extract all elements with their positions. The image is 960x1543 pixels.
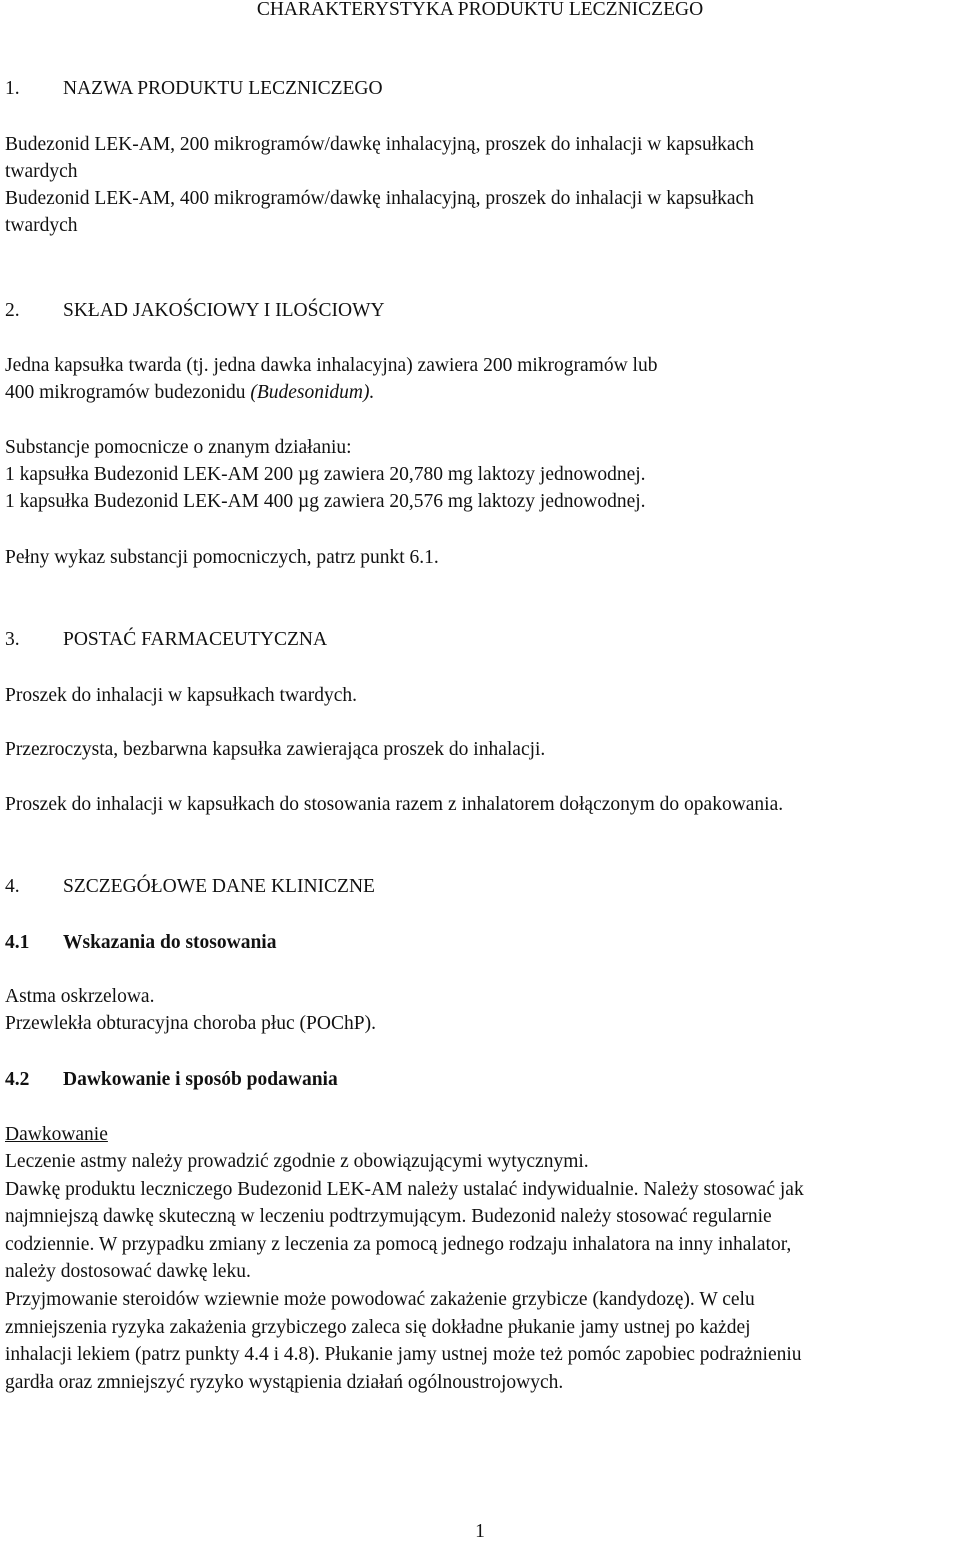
subsection-4-1-title: Wskazania do stosowania	[63, 932, 277, 953]
subsection-4-2-number: 4.2	[5, 1069, 30, 1090]
composition-line	[5, 379, 956, 406]
page-number: 1	[475, 1521, 485, 1542]
subsection-4-1-number: 4.1	[5, 932, 30, 953]
section-1-heading	[5, 75, 383, 102]
section-3-title: POSTAĆ FARMACEUTYCZNA	[63, 629, 328, 650]
latin-name: (Budesonidum).	[250, 382, 375, 403]
dosage-line: gardła oraz zmniejszyć ryzyko wystąpienia działań ogólnoustrojowych.	[5, 1371, 564, 1393]
form-paragraph-1: Proszek do inhalacji w kapsułkach twardych.	[5, 685, 357, 706]
dosage-line: codziennie. W przypadku zmiany z leczenia za pomocą jednego rodzaju inhalatora na inny inhalator,	[5, 1233, 792, 1255]
dosage-line: Przyjmowanie steroidów wziewnie może powodować zakażenie grzybicze (kandydozę). W celu	[5, 1288, 755, 1310]
section-2-heading	[5, 297, 385, 324]
indication-item: Astma oskrzelowa.	[5, 986, 155, 1007]
form-paragraph-2: Przezroczysta, bezbarwna kapsułka zawierająca proszek do inhalacji.	[5, 739, 546, 760]
product-names	[5, 131, 956, 239]
section-1-number: 1.	[5, 78, 20, 99]
indication-item: Przewlekła obturacyjna choroba płuc (POChP).	[5, 1013, 376, 1034]
dosage-paragraph	[5, 1148, 956, 1396]
dosage-line: zmniejszenia ryzyka zakażenia grzybiczego zaleca się dokładne płukanie jamy ustnej po każdej	[5, 1316, 751, 1338]
subsection-4-1-heading	[5, 929, 276, 956]
product-name-line: twardych	[5, 161, 78, 182]
section-4-heading	[5, 873, 375, 900]
product-name-line: Budezonid LEK-AM, 200 mikrogramów/dawkę inhalacyjną, proszek do inhalacji w kapsułkach	[5, 134, 754, 155]
section-3-heading	[5, 626, 327, 653]
section-2-number: 2.	[5, 300, 20, 321]
dosage-line: inhalacji lekiem (patrz punkty 4.4 i 4.8). Płukanie jamy ustnej może też pomóc zapobiec podrażnieniu	[5, 1344, 802, 1366]
dosage-line: Dawkę produktu leczniczego Budezonid LEK-AM należy ustalać indywidualnie. Należy stosować jak	[5, 1178, 804, 1200]
product-name-line: twardych	[5, 215, 78, 236]
section-1-title: NAZWA PRODUKTU LECZNICZEGO	[63, 78, 383, 99]
excipients-reference: Pełny wykaz substancji pomocniczych, patrz punkt 6.1.	[5, 547, 439, 568]
subsection-4-2-heading	[5, 1066, 338, 1093]
section-4-title: SZCZEGÓŁOWE DANE KLINICZNE	[63, 876, 375, 897]
section-4-number: 4.	[5, 876, 20, 897]
excipient-200: 1 kapsułka Budezonid LEK-AM 200 µg zawiera 20,780 mg laktozy jednowodnej.	[5, 464, 646, 485]
subsection-4-2-title: Dawkowanie i sposób podawania	[63, 1069, 338, 1090]
section-3-number: 3.	[5, 629, 20, 650]
product-name-line: Budezonid LEK-AM, 400 mikrogramów/dawkę inhalacyjną, proszek do inhalacji w kapsułkach	[5, 188, 754, 209]
composition-paragraph	[5, 352, 956, 406]
section-2-title: SKŁAD JAKOŚCIOWY I ILOŚCIOWY	[63, 300, 385, 321]
excipients-heading: Substancje pomocnicze o znanym działaniu:	[5, 437, 352, 458]
dosage-label: Dawkowanie	[5, 1124, 108, 1145]
excipient-400: 1 kapsułka Budezonid LEK-AM 400 µg zawiera 20,576 mg laktozy jednowodnej.	[5, 491, 646, 512]
composition-text: 400 mikrogramów budezonidu	[5, 382, 251, 403]
form-paragraph-3: Proszek do inhalacji w kapsułkach do stosowania razem z inhalatorem dołączonym do opakowania.	[5, 794, 784, 815]
composition-line: Jedna kapsułka twarda (tj. jedna dawka inhalacyjna) zawiera 200 mikrogramów lub	[5, 355, 658, 376]
excipients-block	[5, 434, 956, 515]
dosage-line: najmniejszą dawkę skuteczną w leczeniu podtrzymującym. Budezonid należy stosować regularnie	[5, 1206, 772, 1228]
document-title: CHARAKTERYSTYKA PRODUKTU LECZNICZEGO	[256, 0, 704, 20]
indications-list	[5, 983, 956, 1037]
dosage-line: Leczenie astmy należy prowadzić zgodnie z obowiązującymi wytycznymi.	[5, 1151, 589, 1172]
dosage-line: należy dostosować dawkę leku.	[5, 1261, 251, 1283]
